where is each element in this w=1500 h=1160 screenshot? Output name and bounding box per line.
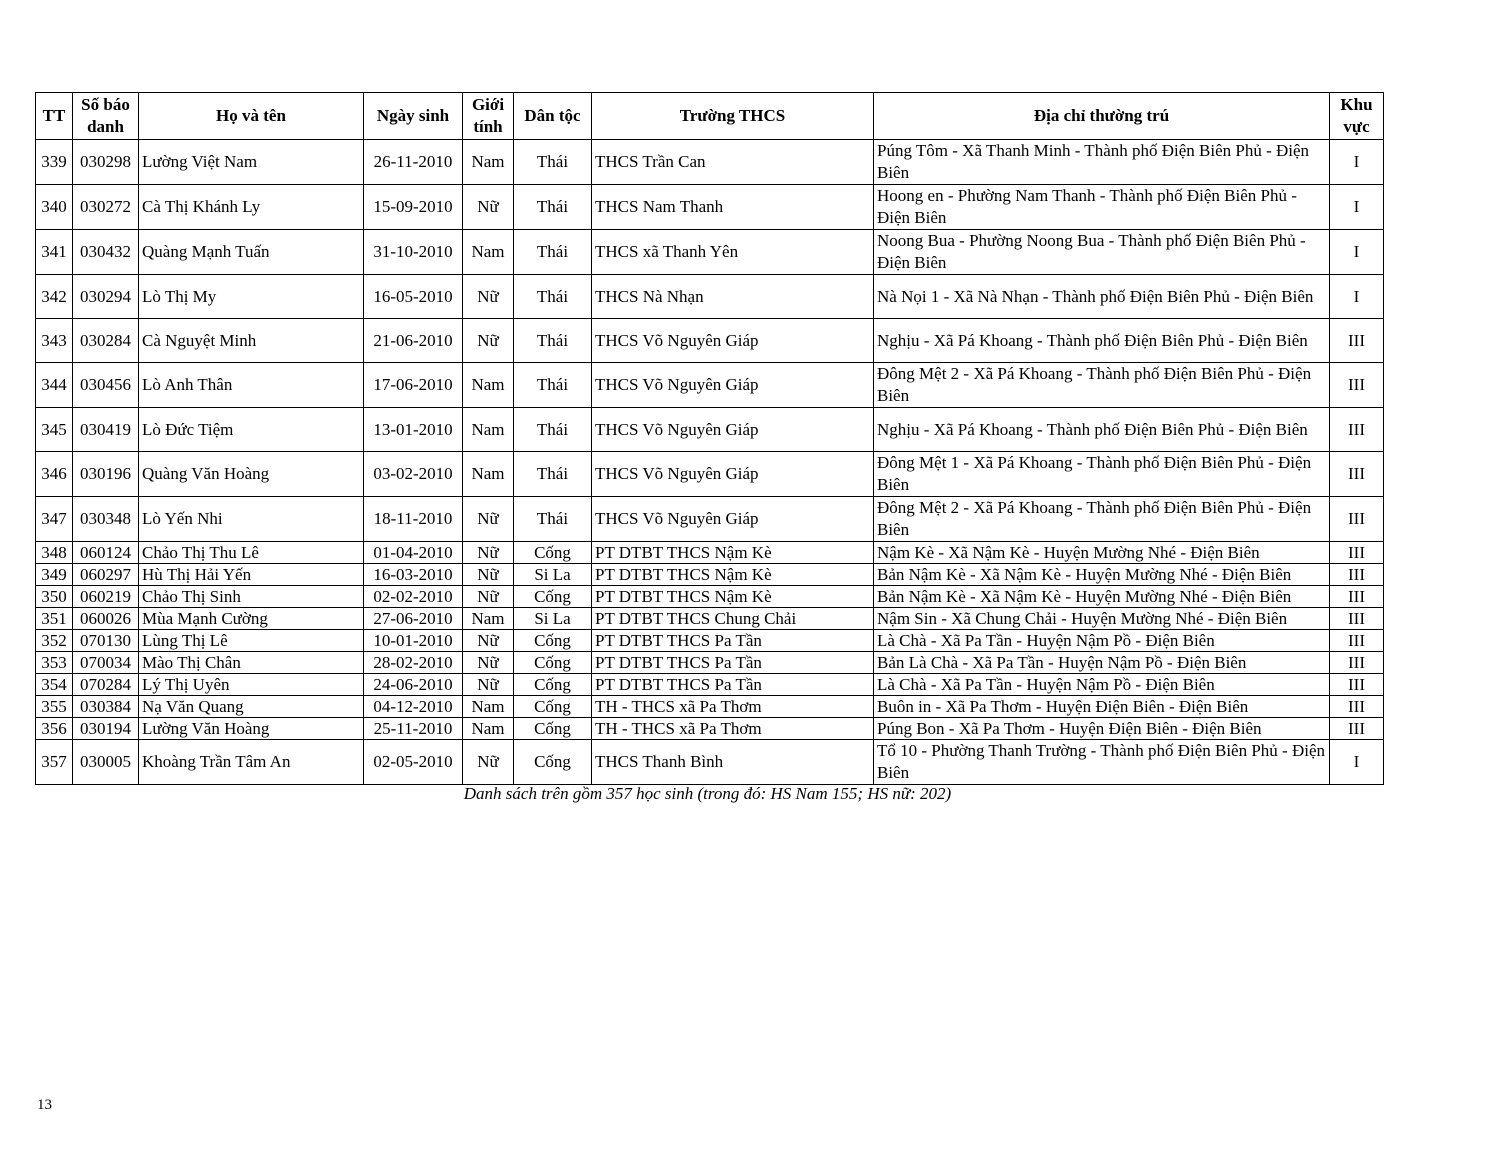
cell-dob: 10-01-2010 <box>364 630 463 652</box>
cell-tt: 350 <box>36 586 73 608</box>
cell-name: Lò Thị My <box>139 275 364 319</box>
cell-ethnic: Thái <box>514 275 592 319</box>
cell-tt: 356 <box>36 718 73 740</box>
cell-tt: 347 <box>36 497 73 542</box>
cell-name: Nạ Văn Quang <box>139 696 364 718</box>
cell-sbd: 060026 <box>73 608 139 630</box>
cell-sbd: 030194 <box>73 718 139 740</box>
cell-gender: Nam <box>463 140 514 185</box>
cell-zone: III <box>1330 319 1384 363</box>
cell-address: Púng Bon - Xã Pa Thơm - Huyện Điện Biên - Điện Biên <box>874 718 1330 740</box>
table-row <box>36 718 1384 740</box>
table-row <box>36 230 1384 275</box>
cell-address: Bản Nậm Kè - Xã Nậm Kè - Huyện Mường Nhé - Điện Biên <box>874 564 1330 586</box>
header-address: Địa chỉ thường trú <box>874 93 1330 140</box>
cell-name: Chảo Thị Sinh <box>139 586 364 608</box>
cell-dob: 28-02-2010 <box>364 652 463 674</box>
cell-school: THCS Nam Thanh <box>592 185 874 230</box>
cell-ethnic: Thái <box>514 363 592 408</box>
cell-school: PT DTBT THCS Nậm Kè <box>592 564 874 586</box>
cell-dob: 16-05-2010 <box>364 275 463 319</box>
cell-dob: 17-06-2010 <box>364 363 463 408</box>
cell-zone: III <box>1330 542 1384 564</box>
cell-zone: I <box>1330 230 1384 275</box>
cell-tt: 349 <box>36 564 73 586</box>
cell-name: Chảo Thị Thu Lê <box>139 542 364 564</box>
cell-gender: Nữ <box>463 652 514 674</box>
cell-dob: 24-06-2010 <box>364 674 463 696</box>
cell-gender: Nam <box>463 608 514 630</box>
cell-school: THCS Võ Nguyên Giáp <box>592 452 874 497</box>
cell-ethnic: Cống <box>514 630 592 652</box>
cell-ethnic: Thái <box>514 319 592 363</box>
cell-tt: 343 <box>36 319 73 363</box>
cell-zone: III <box>1330 452 1384 497</box>
cell-name: Khoàng Trần Tâm An <box>139 740 364 785</box>
cell-zone: III <box>1330 564 1384 586</box>
table-row <box>36 185 1384 230</box>
cell-zone: III <box>1330 608 1384 630</box>
cell-sbd: 030348 <box>73 497 139 542</box>
cell-zone: III <box>1330 497 1384 542</box>
cell-name: Lường Việt Nam <box>139 140 364 185</box>
table-row <box>36 564 1384 586</box>
cell-sbd: 030284 <box>73 319 139 363</box>
cell-name: Quàng Mạnh Tuấn <box>139 230 364 275</box>
cell-tt: 345 <box>36 408 73 452</box>
cell-dob: 02-05-2010 <box>364 740 463 785</box>
cell-dob: 21-06-2010 <box>364 319 463 363</box>
header-tt: TT <box>36 93 73 140</box>
cell-dob: 27-06-2010 <box>364 608 463 630</box>
table-row <box>36 497 1384 542</box>
cell-school: THCS Võ Nguyên Giáp <box>592 319 874 363</box>
cell-school: PT DTBT THCS Pa Tần <box>592 652 874 674</box>
cell-sbd: 060124 <box>73 542 139 564</box>
cell-dob: 03-02-2010 <box>364 452 463 497</box>
cell-sbd: 070284 <box>73 674 139 696</box>
cell-school: PT DTBT THCS Chung Chải <box>592 608 874 630</box>
cell-dob: 16-03-2010 <box>364 564 463 586</box>
student-table <box>35 92 1384 785</box>
cell-sbd: 030272 <box>73 185 139 230</box>
cell-school: PT DTBT THCS Pa Tần <box>592 630 874 652</box>
cell-name: Lò Anh Thân <box>139 363 364 408</box>
cell-gender: Nữ <box>463 674 514 696</box>
cell-address: Đông Mệt 2 - Xã Pá Khoang - Thành phố Điện Biên Phủ - Điện Biên <box>874 497 1330 542</box>
cell-name: Cà Nguyệt Minh <box>139 319 364 363</box>
cell-zone: III <box>1330 586 1384 608</box>
cell-gender: Nam <box>463 363 514 408</box>
header-sbd: Số báo danh <box>73 93 139 140</box>
cell-dob: 04-12-2010 <box>364 696 463 718</box>
cell-ethnic: Thái <box>514 140 592 185</box>
cell-school: TH - THCS xã Pa Thơm <box>592 718 874 740</box>
table-row <box>36 696 1384 718</box>
cell-sbd: 060297 <box>73 564 139 586</box>
cell-sbd: 030384 <box>73 696 139 718</box>
cell-school: PT DTBT THCS Nậm Kè <box>592 542 874 564</box>
cell-dob: 01-04-2010 <box>364 542 463 564</box>
cell-dob: 25-11-2010 <box>364 718 463 740</box>
cell-school: THCS Thanh Bình <box>592 740 874 785</box>
header-zone: Khu vực <box>1330 93 1384 140</box>
cell-address: Đông Mệt 1 - Xã Pá Khoang - Thành phố Điện Biên Phủ - Điện Biên <box>874 452 1330 497</box>
cell-sbd: 070130 <box>73 630 139 652</box>
cell-gender: Nam <box>463 230 514 275</box>
summary-note: Danh sách trên gồm 357 học sinh (trong đó: HS Nam 155; HS nữ: 202) <box>463 784 952 803</box>
cell-gender: Nữ <box>463 740 514 785</box>
cell-address: Nghịu - Xã Pá Khoang - Thành phố Điện Biên Phủ - Điện Biên <box>874 319 1330 363</box>
cell-ethnic: Thái <box>514 452 592 497</box>
cell-ethnic: Si La <box>514 564 592 586</box>
cell-tt: 344 <box>36 363 73 408</box>
cell-dob: 31-10-2010 <box>364 230 463 275</box>
cell-address: Bản Là Chà - Xã Pa Tần - Huyện Nậm Pồ - Điện Biên <box>874 652 1330 674</box>
cell-tt: 354 <box>36 674 73 696</box>
cell-name: Lùng Thị Lê <box>139 630 364 652</box>
table-row <box>36 408 1384 452</box>
cell-tt: 341 <box>36 230 73 275</box>
cell-tt: 352 <box>36 630 73 652</box>
cell-zone: III <box>1330 718 1384 740</box>
table-row <box>36 586 1384 608</box>
cell-ethnic: Cống <box>514 740 592 785</box>
cell-school: THCS Trần Can <box>592 140 874 185</box>
cell-dob: 13-01-2010 <box>364 408 463 452</box>
cell-gender: Nữ <box>463 542 514 564</box>
cell-ethnic: Thái <box>514 408 592 452</box>
cell-address: Buôn in - Xã Pa Thơm - Huyện Điện Biên - Điện Biên <box>874 696 1330 718</box>
cell-gender: Nam <box>463 452 514 497</box>
cell-zone: III <box>1330 630 1384 652</box>
cell-gender: Nữ <box>463 497 514 542</box>
cell-school: TH - THCS xã Pa Thơm <box>592 696 874 718</box>
cell-sbd: 030196 <box>73 452 139 497</box>
cell-gender: Nữ <box>463 586 514 608</box>
table-row <box>36 740 1384 785</box>
header-school: Trường THCS <box>592 93 874 140</box>
cell-ethnic: Thái <box>514 185 592 230</box>
cell-zone: III <box>1330 363 1384 408</box>
cell-gender: Nam <box>463 408 514 452</box>
cell-gender: Nữ <box>463 630 514 652</box>
cell-address: Tổ 10 - Phường Thanh Trường - Thành phố Điện Biên Phủ - Điện Biên <box>874 740 1330 785</box>
cell-tt: 351 <box>36 608 73 630</box>
cell-school: THCS Nà Nhạn <box>592 275 874 319</box>
table-row <box>36 630 1384 652</box>
table-row <box>36 275 1384 319</box>
cell-sbd: 030005 <box>73 740 139 785</box>
cell-zone: I <box>1330 275 1384 319</box>
cell-school: THCS Võ Nguyên Giáp <box>592 497 874 542</box>
table-row <box>36 542 1384 564</box>
cell-address: Là Chà - Xã Pa Tần - Huyện Nậm Pồ - Điện Biên <box>874 674 1330 696</box>
cell-school: THCS xã Thanh Yên <box>592 230 874 275</box>
cell-sbd: 030432 <box>73 230 139 275</box>
cell-ethnic: Cống <box>514 674 592 696</box>
cell-gender: Nữ <box>463 185 514 230</box>
cell-address: Púng Tôm - Xã Thanh Minh - Thành phố Điện Biên Phủ - Điện Biên <box>874 140 1330 185</box>
cell-ethnic: Cống <box>514 586 592 608</box>
table-row <box>36 674 1384 696</box>
table-header-row <box>36 93 1384 140</box>
cell-ethnic: Thái <box>514 230 592 275</box>
cell-tt: 353 <box>36 652 73 674</box>
cell-school: THCS Võ Nguyên Giáp <box>592 363 874 408</box>
header-ethnic: Dân tộc <box>514 93 592 140</box>
cell-zone: I <box>1330 185 1384 230</box>
cell-ethnic: Cống <box>514 542 592 564</box>
cell-zone: III <box>1330 408 1384 452</box>
cell-sbd: 030456 <box>73 363 139 408</box>
cell-address: Bản Nậm Kè - Xã Nậm Kè - Huyện Mường Nhé - Điện Biên <box>874 586 1330 608</box>
cell-name: Mùa Mạnh Cường <box>139 608 364 630</box>
cell-gender: Nữ <box>463 319 514 363</box>
cell-address: Hoong en - Phường Nam Thanh - Thành phố Điện Biên Phủ - Điện Biên <box>874 185 1330 230</box>
cell-zone: III <box>1330 652 1384 674</box>
cell-name: Lường Văn Hoàng <box>139 718 364 740</box>
cell-school: THCS Võ Nguyên Giáp <box>592 408 874 452</box>
table-row <box>36 140 1384 185</box>
cell-name: Quàng Văn Hoàng <box>139 452 364 497</box>
cell-dob: 02-02-2010 <box>364 586 463 608</box>
table-row <box>36 363 1384 408</box>
cell-sbd: 030419 <box>73 408 139 452</box>
cell-address: Đông Mệt 2 - Xã Pá Khoang - Thành phố Điện Biên Phủ - Điện Biên <box>874 363 1330 408</box>
table-row <box>36 608 1384 630</box>
cell-ethnic: Si La <box>514 608 592 630</box>
cell-name: Hù Thị Hải Yến <box>139 564 364 586</box>
cell-dob: 15-09-2010 <box>364 185 463 230</box>
cell-tt: 348 <box>36 542 73 564</box>
cell-address: Nghịu - Xã Pá Khoang - Thành phố Điện Biên Phủ - Điện Biên <box>874 408 1330 452</box>
cell-gender: Nữ <box>463 564 514 586</box>
page-number: 13 <box>37 1097 52 1113</box>
cell-name: Cà Thị Khánh Ly <box>139 185 364 230</box>
cell-ethnic: Cống <box>514 696 592 718</box>
cell-address: Nậm Sin - Xã Chung Chải - Huyện Mường Nhé - Điện Biên <box>874 608 1330 630</box>
header-dob: Ngày sinh <box>364 93 463 140</box>
table-row <box>36 652 1384 674</box>
cell-name: Lò Đức Tiệm <box>139 408 364 452</box>
cell-address: Nậm Kè - Xã Nậm Kè - Huyện Mường Nhé - Điện Biên <box>874 542 1330 564</box>
table-row <box>36 452 1384 497</box>
cell-zone: III <box>1330 696 1384 718</box>
cell-tt: 342 <box>36 275 73 319</box>
cell-address: Noong Bua - Phường Noong Bua - Thành phố Điện Biên Phủ - Điện Biên <box>874 230 1330 275</box>
cell-dob: 18-11-2010 <box>364 497 463 542</box>
cell-ethnic: Thái <box>514 497 592 542</box>
cell-sbd: 030298 <box>73 140 139 185</box>
cell-tt: 346 <box>36 452 73 497</box>
cell-school: PT DTBT THCS Pa Tần <box>592 674 874 696</box>
cell-zone: III <box>1330 674 1384 696</box>
header-gender: Giới tính <box>463 93 514 140</box>
cell-tt: 357 <box>36 740 73 785</box>
cell-sbd: 030294 <box>73 275 139 319</box>
cell-name: Lý Thị Uyên <box>139 674 364 696</box>
cell-tt: 340 <box>36 185 73 230</box>
cell-school: PT DTBT THCS Nậm Kè <box>592 586 874 608</box>
cell-zone: I <box>1330 740 1384 785</box>
cell-ethnic: Cống <box>514 652 592 674</box>
cell-zone: I <box>1330 140 1384 185</box>
cell-tt: 339 <box>36 140 73 185</box>
header-name: Họ và tên <box>139 93 364 140</box>
cell-gender: Nam <box>463 696 514 718</box>
cell-dob: 26-11-2010 <box>364 140 463 185</box>
cell-sbd: 060219 <box>73 586 139 608</box>
cell-name: Lò Yến Nhi <box>139 497 364 542</box>
table-row <box>36 319 1384 363</box>
cell-sbd: 070034 <box>73 652 139 674</box>
cell-name: Mào Thị Chân <box>139 652 364 674</box>
cell-ethnic: Cống <box>514 718 592 740</box>
cell-tt: 355 <box>36 696 73 718</box>
cell-gender: Nam <box>463 718 514 740</box>
cell-address: Là Chà - Xã Pa Tần - Huyện Nậm Pồ - Điện Biên <box>874 630 1330 652</box>
cell-gender: Nữ <box>463 275 514 319</box>
cell-address: Nà Nọi 1 - Xã Nà Nhạn - Thành phố Điện Biên Phủ - Điện Biên <box>874 275 1330 319</box>
